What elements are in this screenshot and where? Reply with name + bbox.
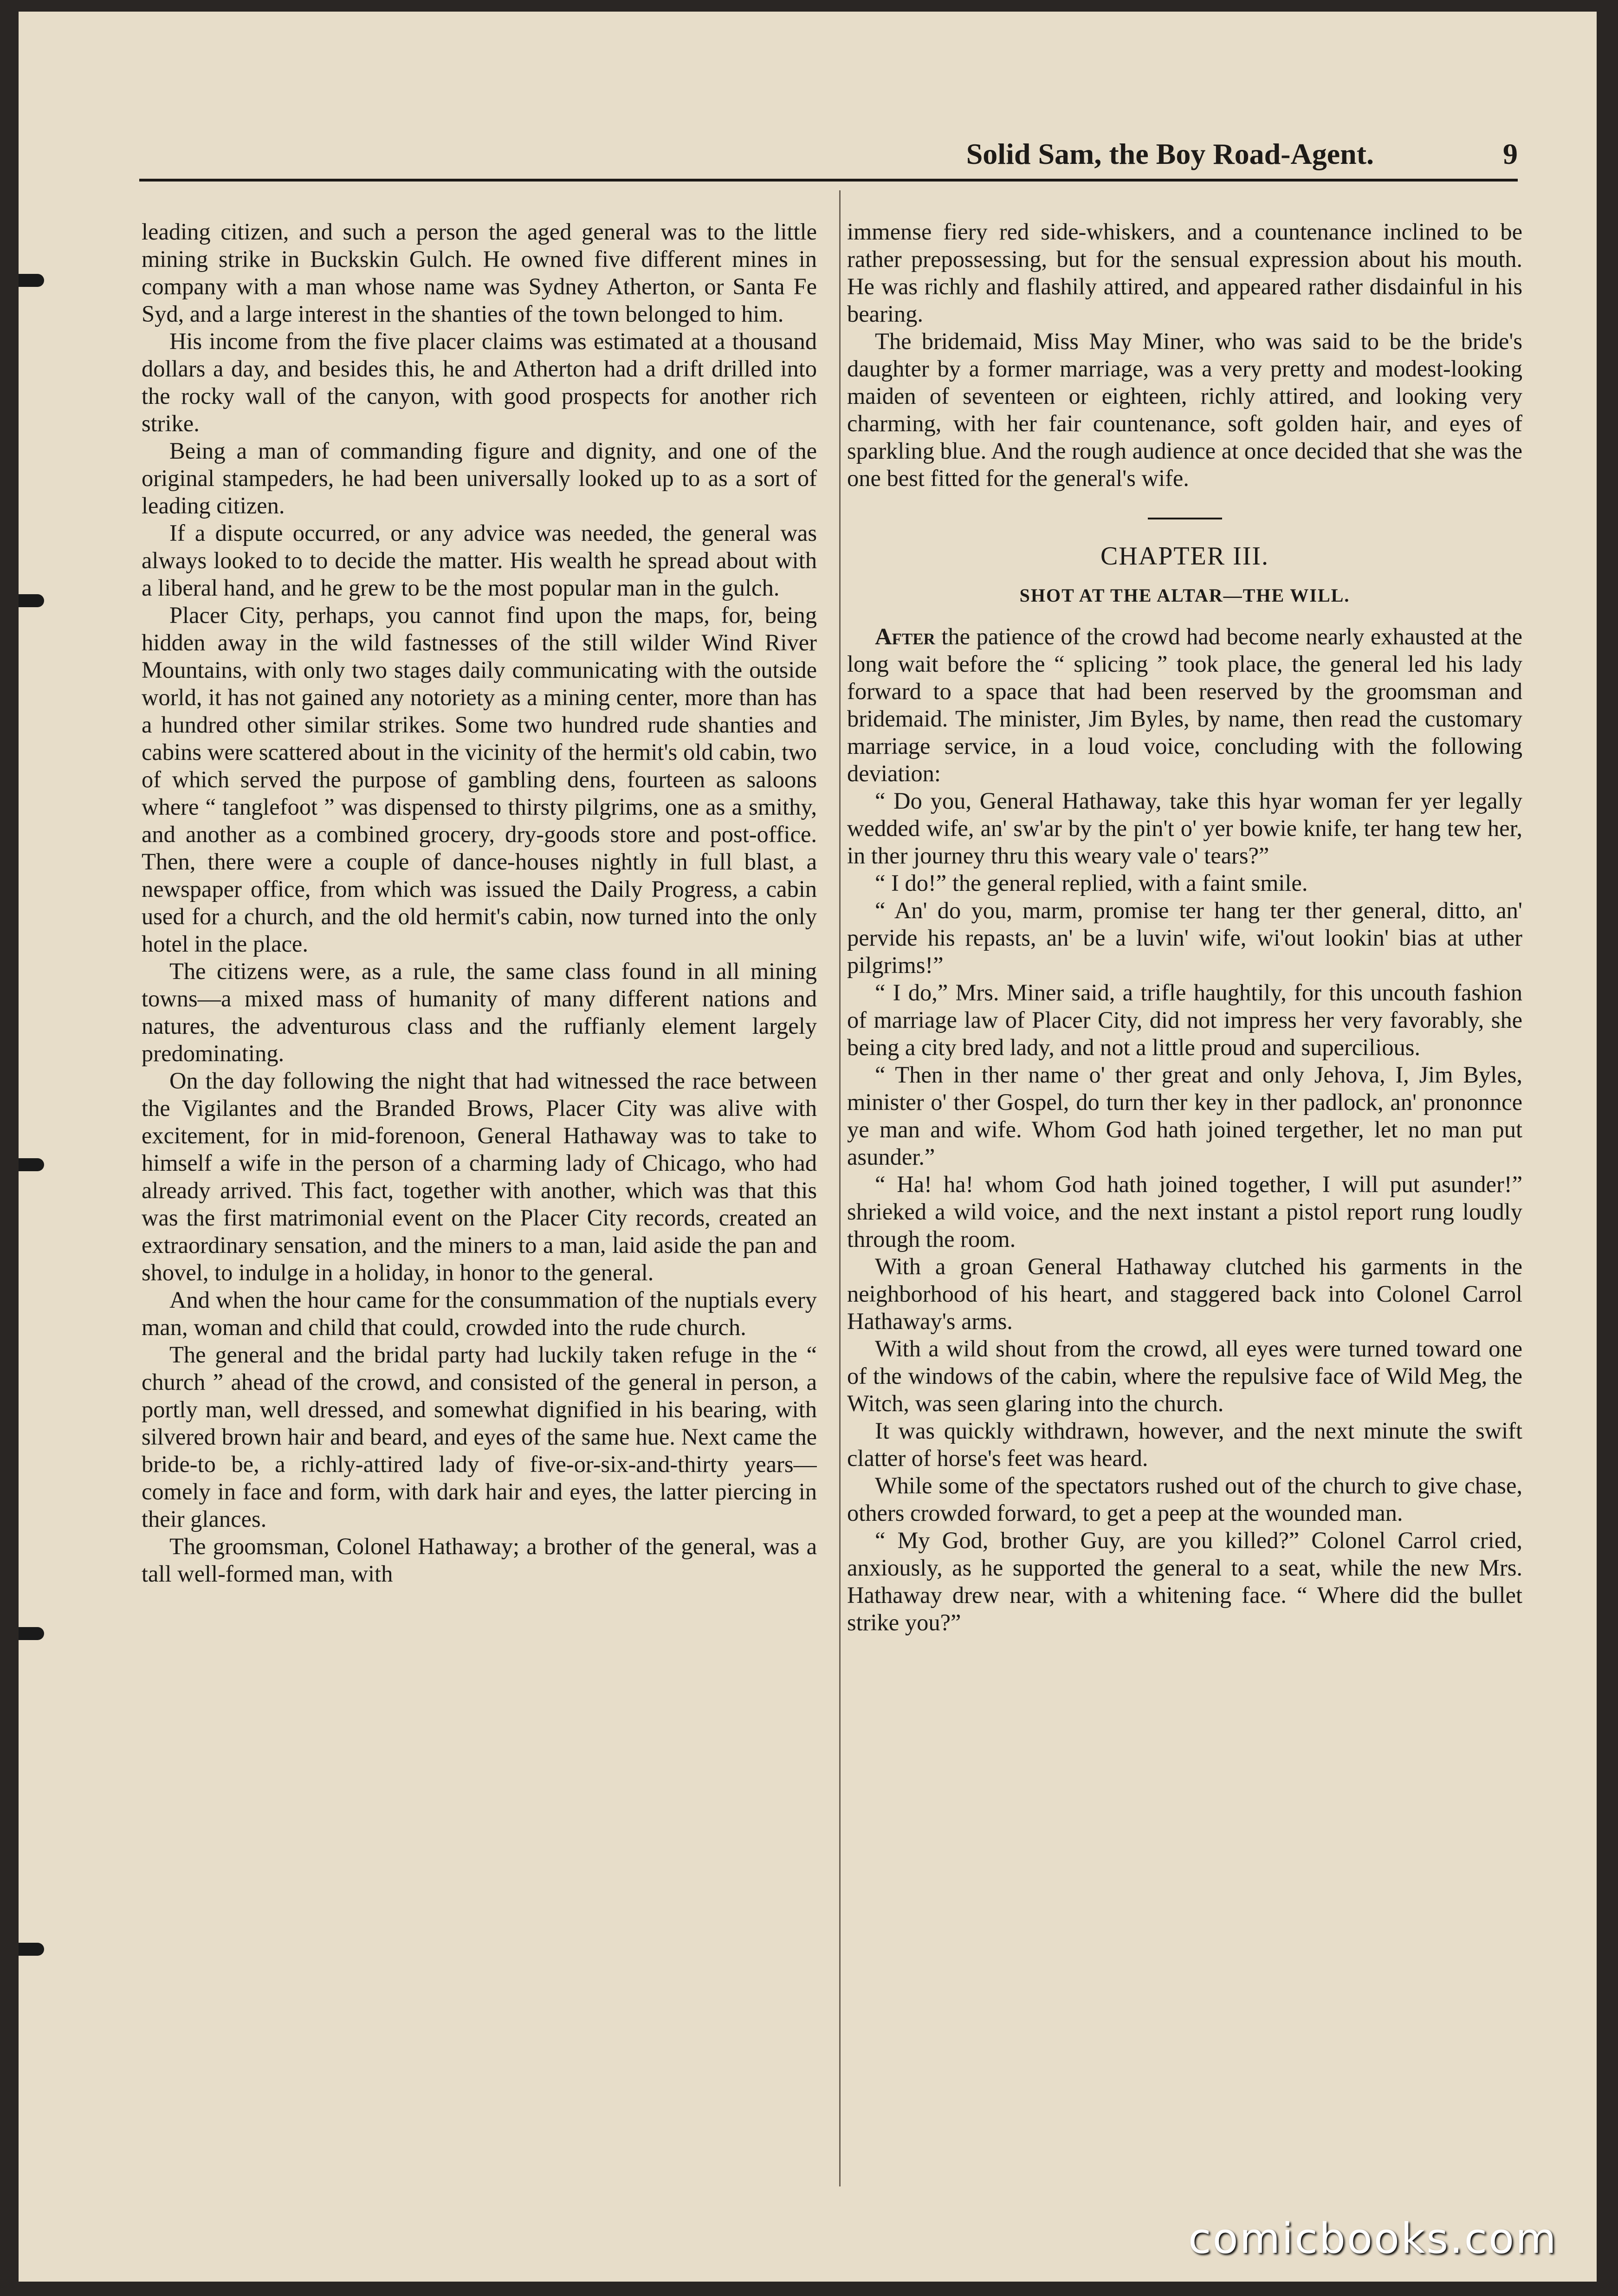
binding-staple — [19, 1158, 44, 1171]
paragraph-text: “ My God, brother Guy, are you killed?” Colonel Carrol cried, anxiously, as he supported the general to a seat, while the new Mrs. Hathaway drew near, with a whitening face. “ Where did the bullet strike you?” — [847, 1527, 1522, 1635]
paragraph-text: Placer City, perhaps, you cannot find upon the maps, for, being hidden away in the wild fastnesses of the still wilder Wind River Mountains, with only two stages daily communicating with the outside world, it has not gained any notoriety as a mining center, more than has a hundred other similar strikes. Some two hundred rude shanties and cabins were scattered about in the vicinity of the hermit's old cabin, two of which served the purpose of gambling dens, fourteen as saloons where “ tanglefoot ” was dispensed to thirsty pilgrims, one as a smithy, and another as a combined grocery, dry-goods store and post-office. Then, there were a couple of dance-houses nightly in full blast, a newspaper office, from which was issued the Daily Progress, a cabin used for a church, and the old hermit's cabin, now turned into the only hotel in the place. — [142, 602, 817, 957]
paragraph-text: And when the hour came for the consummation of the nuptials every man, woman and child that could, crowded into the rude church. — [142, 1287, 817, 1340]
paragraph-text: the patience of the crowd had become nearly exhausted at the long wait before the “ splicing ” took place, the general led his lady forward to a space that had been reserved by the groomsman and bridemaid. The minister, Jim Byles, by name, then read the customary marriage service, in a loud voice, concluding with the following deviation: — [847, 623, 1522, 786]
paragraph — [142, 958, 817, 1067]
paragraph — [142, 1286, 817, 1341]
watermark: comicbooks.com — [1188, 2214, 1558, 2263]
chapter-heading: CHAPTER III. — [1100, 542, 1269, 571]
paragraph — [142, 1067, 817, 1286]
paragraph — [142, 1533, 817, 1588]
paragraph-text: If a dispute occurred, or any advice was needed, the general was always looked to to decide the matter. His wealth he spread about with a liberal hand, and he grew to be the most popular man in the gulch. — [142, 520, 817, 601]
paragraph — [142, 1341, 817, 1533]
paragraph — [847, 328, 1522, 492]
binding-staple — [19, 594, 44, 607]
paragraph — [847, 1253, 1522, 1335]
paragraph — [847, 1472, 1522, 1527]
binding-staple — [19, 1943, 44, 1956]
paragraph-text: The groomsman, Colonel Hathaway; a brother of the general, was a tall well-formed man, with — [142, 1533, 817, 1587]
paragraph — [142, 519, 817, 602]
paragraph — [847, 1417, 1522, 1472]
paragraph-text: While some of the spectators rushed out of the church to give chase, others crowded forward, to get a peep at the wounded man. — [847, 1472, 1522, 1526]
book-page — [19, 12, 1597, 2282]
paragraph — [847, 1335, 1522, 1417]
page-header — [139, 128, 1518, 182]
paragraph-text: The general and the bridal party had luckily taken refuge in the “ church ” ahead of the crowd, and consisted of the general in person, a portly man, well dressed, and somewhat dignified in his bearing, with silvered brown hair and beard, and eyes of the same hue. Next came the bride-to be, a richly-attired lady of five-or-six-and-thirty years—comely in face and form, with dark hair and eyes, the latter piercing in their glances. — [142, 1342, 817, 1532]
paragraph-text: leading citizen, and such a person the aged general was to the little mining strike in Buckskin Gulch. He owned five different mines in company with a man whose name was Sydney Atherton, or Santa Fe Syd, and a large interest in the shanties of the town belonged to him. — [142, 219, 817, 327]
paragraph-text: With a groan General Hathaway clutched his garments in the neighborhood of his heart, and staggered back into Colonel Carrol Hathaway's arms. — [847, 1253, 1522, 1334]
paragraph — [847, 1171, 1522, 1253]
right-column-top-text — [847, 218, 1522, 492]
left-column — [142, 218, 817, 2214]
binding-staple — [19, 274, 44, 287]
paragraph-text: With a wild shout from the crowd, all eyes were turned toward one of the windows of the cabin, where the repulsive face of Wild Meg, the Witch, was seen glaring into the church. — [847, 1336, 1522, 1416]
right-column-bottom-text — [847, 623, 1522, 1636]
binding-staple — [19, 1627, 44, 1640]
paragraph-text: On the day following the night that had witnessed the race between the Vigilantes and the Branded Brows, Placer City was alive with excitement, for in mid-forenoon, General Hathaway was to take to himself a wife in the person of a charming lady of Chicago, who had already arrived. This fact, together with another, which was that this was the first matrimonial event on the Placer City records, created an extraordinary sensation, and the miners to a man, laid aside the pan and shovel, to indulge in a holiday, in honor to the general. — [142, 1068, 817, 1285]
paragraph-text: “ I do,” Mrs. Miner said, a trifle haughtily, for this uncouth fashion of marriage law of Placer City, did not impress her very favorably, she being a city bred lady, and not a little proud and supercilious. — [847, 979, 1522, 1060]
paragraph-text: Being a man of commanding figure and dignity, and one of the original stampeders, he had been universally looked up to as a sort of leading citizen. — [142, 438, 817, 519]
paragraph — [847, 897, 1522, 979]
paragraph — [142, 437, 817, 519]
paragraph-text: “ Do you, General Hathaway, take this hyar woman fer yer legally wedded wife, an' sw'ar by the pin't o' yer bowie knife, ter hang tew her, in ther journey thru this weary vale o' tears?” — [847, 788, 1522, 869]
running-title: Solid Sam, the Boy Road-Agent. — [966, 137, 1374, 170]
paragraph — [142, 328, 817, 437]
paragraph-text: It was quickly withdrawn, however, and the next minute the swift clatter of horse's feet was heard. — [847, 1418, 1522, 1471]
paragraph-text: “ I do!” the general replied, with a faint smile. — [875, 870, 1308, 896]
column-divider — [839, 190, 841, 2186]
paragraph-text: immense fiery red side-whiskers, and a countenance inclined to be rather prepossessing, but for the sensual expression about his mouth. He was richly and flashily attired, and appeared rather disdainful in his bearing. — [847, 219, 1522, 327]
right-column — [847, 218, 1522, 2214]
paragraph — [142, 218, 817, 328]
paragraph-text: His income from the five placer claims was estimated at a thousand dollars a day, and besides this, he and Atherton had a drift drilled into the rocky wall of the canyon, with good prospects for another rich strike. — [142, 328, 817, 436]
paragraph-lead-word: After — [875, 623, 935, 649]
paragraph — [847, 218, 1522, 328]
paragraph-text: The citizens were, as a rule, the same class found in all mining towns—a mixed mass of humanity of many different nations and natures, the adventurous class and the ruffianly element largely predominating. — [142, 958, 817, 1066]
paragraph — [847, 979, 1522, 1061]
page-number: 9 — [1503, 137, 1518, 170]
chapter-subtitle: SHOT AT THE ALTAR—THE WILL. — [1019, 585, 1350, 606]
paragraph — [847, 1527, 1522, 1636]
paragraph — [847, 1061, 1522, 1171]
paragraph — [142, 602, 817, 958]
paragraph-text: The bridemaid, Miss May Miner, who was said to be the bride's daughter by a former marriage, was a very pretty and modest-looking maiden of seventeen or eighteen, richly attired, and looking very charming, with her fair countenance, soft golden hair, and eyes of sparkling blue. And the rough audience at once decided that she was the one best fitted for the general's wife. — [847, 328, 1522, 491]
paragraph — [847, 787, 1522, 869]
paragraph-text: “ An' do you, marm, promise ter hang ter ther general, ditto, an' pervide his repasts, an' be a luvin' wife, wi'out lookin' bias at uther pilgrims!” — [847, 897, 1522, 978]
paragraph-text: “ Ha! ha! whom God hath joined together, I will put asunder!” shrieked a wild voice, and the next instant a pistol report rung loudly through the room. — [847, 1171, 1522, 1252]
paragraph — [847, 623, 1522, 787]
paragraph-text: “ Then in ther name o' ther great and only Jehova, I, Jim Byles, minister o' ther Gospel, do turn ther key in ther padlock, an' prononnce ye man and wife. Whom God hath joined tergether, let no man put asunder.” — [847, 1062, 1522, 1170]
paragraph — [847, 869, 1522, 897]
section-separator — [1148, 518, 1222, 519]
